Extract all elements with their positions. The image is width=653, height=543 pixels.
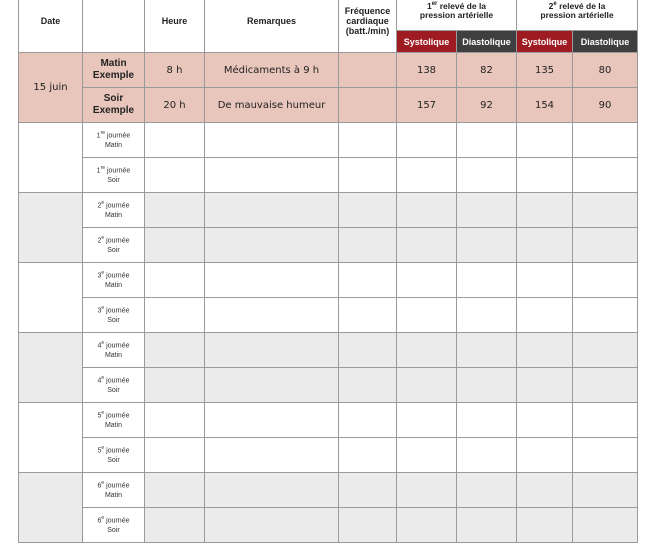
day-heure-cell[interactable] — [145, 508, 205, 543]
day-remarques-cell[interactable] — [205, 298, 339, 333]
day-heure-cell[interactable] — [145, 158, 205, 193]
day-remarques-cell[interactable] — [205, 123, 339, 158]
day-sys2-cell[interactable] — [517, 158, 573, 193]
example-slot-morning: Matin Exemple — [83, 53, 145, 88]
example-dia1: 82 — [457, 53, 517, 88]
day-remarques-cell[interactable] — [205, 158, 339, 193]
day-heure-cell[interactable] — [145, 193, 205, 228]
day-date-cell[interactable] — [19, 123, 83, 193]
header-releve-1: 1er relevé de la pression artérielle — [397, 0, 517, 31]
day-remarques-cell[interactable] — [205, 228, 339, 263]
day-sys1-cell[interactable] — [397, 508, 457, 543]
day-dia2-cell[interactable] — [573, 473, 638, 508]
day-date-cell[interactable] — [19, 403, 83, 473]
header-frequence: Fréquence cardiaque (batt./min) — [339, 0, 397, 53]
day-dia2-cell[interactable] — [573, 368, 638, 403]
day-date-cell[interactable] — [19, 473, 83, 543]
day-sys1-cell[interactable] — [397, 438, 457, 473]
day-dia2-cell[interactable] — [573, 438, 638, 473]
day-slot-label: 4e journée Soir — [83, 368, 145, 403]
day-sys2-cell[interactable] — [517, 263, 573, 298]
day-dia2-cell[interactable] — [573, 333, 638, 368]
example-sys1: 138 — [397, 53, 457, 88]
day-sys2-cell[interactable] — [517, 333, 573, 368]
day-heure-cell[interactable] — [145, 368, 205, 403]
day-slot-label: 3e journée Matin — [83, 263, 145, 298]
day-row-5-evening — [19, 438, 638, 473]
day-heure-cell[interactable] — [145, 333, 205, 368]
day-sys2-cell[interactable] — [517, 403, 573, 438]
day-sys1-cell[interactable] — [397, 333, 457, 368]
day-sys2-cell[interactable] — [517, 438, 573, 473]
day-heure-cell[interactable] — [145, 123, 205, 158]
day-sys2-cell[interactable] — [517, 298, 573, 333]
header-heure: Heure — [145, 0, 205, 53]
day-row-3-evening — [19, 298, 638, 333]
day-date-cell[interactable] — [19, 333, 83, 403]
day-date-cell[interactable] — [19, 193, 83, 263]
day-sys1-cell[interactable] — [397, 403, 457, 438]
day-row-4-evening — [19, 368, 638, 403]
day-heure-cell[interactable] — [145, 263, 205, 298]
day-frequence-cell[interactable] — [339, 333, 397, 368]
day-dia2-cell[interactable] — [573, 193, 638, 228]
day-sys2-cell[interactable] — [517, 123, 573, 158]
day-frequence-cell[interactable] — [339, 298, 397, 333]
day-slot-label: 5e journée Soir — [83, 438, 145, 473]
day-dia2-cell[interactable] — [573, 158, 638, 193]
day-sys1-cell[interactable] — [397, 193, 457, 228]
day-remarques-cell[interactable] — [205, 473, 339, 508]
day-sys2-cell[interactable] — [517, 193, 573, 228]
day-slot-label: 4e journée Matin — [83, 333, 145, 368]
day-dia2-cell[interactable] — [573, 263, 638, 298]
example-row-evening — [19, 88, 638, 123]
day-sys1-cell[interactable] — [397, 473, 457, 508]
header-slot — [83, 0, 145, 53]
day-remarques-cell[interactable] — [205, 368, 339, 403]
day-sys2-cell[interactable] — [517, 368, 573, 403]
day-slot-label: 6e journée Matin — [83, 473, 145, 508]
day-frequence-cell[interactable] — [339, 123, 397, 158]
example-sys2: 135 — [517, 53, 573, 88]
day-remarques-cell[interactable] — [205, 438, 339, 473]
header-systolique-1: Systolique — [397, 31, 457, 53]
day-dia1-cell[interactable] — [457, 158, 517, 193]
header-releve-2: 2e relevé de la pression artérielle — [517, 0, 638, 31]
day-dia2-cell[interactable] — [573, 403, 638, 438]
day-slot-label: 5e journée Matin — [83, 403, 145, 438]
example-dia2: 80 — [573, 53, 638, 88]
day-dia1-cell[interactable] — [457, 333, 517, 368]
day-dia1-cell[interactable] — [457, 193, 517, 228]
header-diastolique-2: Diastolique — [573, 31, 638, 53]
day-sys1-cell[interactable] — [397, 228, 457, 263]
day-dia1-cell[interactable] — [457, 403, 517, 438]
header-date: Date — [19, 0, 83, 53]
day-heure-cell[interactable] — [145, 228, 205, 263]
day-remarques-cell[interactable] — [205, 403, 339, 438]
day-row-2-morning — [19, 193, 638, 228]
day-dia1-cell[interactable] — [457, 508, 517, 543]
day-sys1-cell[interactable] — [397, 298, 457, 333]
day-row-1-morning — [19, 123, 638, 158]
day-dia1-cell[interactable] — [457, 228, 517, 263]
example-dia1: 92 — [457, 88, 517, 123]
example-remarques: De mauvaise humeur — [205, 88, 339, 123]
example-frequence — [339, 53, 397, 88]
day-remarques-cell[interactable] — [205, 193, 339, 228]
day-remarques-cell[interactable] — [205, 333, 339, 368]
day-dia1-cell[interactable] — [457, 368, 517, 403]
example-dia2: 90 — [573, 88, 638, 123]
day-dia1-cell[interactable] — [457, 298, 517, 333]
day-remarques-cell[interactable] — [205, 508, 339, 543]
day-dia2-cell[interactable] — [573, 228, 638, 263]
day-frequence-cell[interactable] — [339, 228, 397, 263]
example-date: 15 juin — [19, 53, 83, 123]
day-row-2-evening — [19, 228, 638, 263]
header-systolique-2: Systolique — [517, 31, 573, 53]
day-sys1-cell[interactable] — [397, 368, 457, 403]
day-row-6-morning — [19, 473, 638, 508]
day-sys2-cell[interactable] — [517, 508, 573, 543]
example-frequence — [339, 88, 397, 123]
example-remarques: Médicaments à 9 h — [205, 53, 339, 88]
day-dia1-cell[interactable] — [457, 123, 517, 158]
day-slot-label: 1re journée Matin — [83, 123, 145, 158]
day-sys2-cell[interactable] — [517, 473, 573, 508]
day-row-4-morning — [19, 333, 638, 368]
day-frequence-cell[interactable] — [339, 403, 397, 438]
day-heure-cell[interactable] — [145, 403, 205, 438]
day-dia1-cell[interactable] — [457, 263, 517, 298]
day-heure-cell[interactable] — [145, 473, 205, 508]
day-frequence-cell[interactable] — [339, 158, 397, 193]
day-frequence-cell[interactable] — [339, 438, 397, 473]
day-frequence-cell[interactable] — [339, 508, 397, 543]
day-frequence-cell[interactable] — [339, 368, 397, 403]
day-frequence-cell[interactable] — [339, 263, 397, 298]
day-frequence-cell[interactable] — [339, 193, 397, 228]
day-dia2-cell[interactable] — [573, 298, 638, 333]
day-row-5-morning — [19, 403, 638, 438]
example-slot-evening: Soir Exemple — [83, 88, 145, 123]
day-frequence-cell[interactable] — [339, 473, 397, 508]
day-sys1-cell[interactable] — [397, 123, 457, 158]
example-row-morning — [19, 53, 638, 88]
day-remarques-cell[interactable] — [205, 263, 339, 298]
day-slot-label: 1re journée Soir — [83, 158, 145, 193]
example-sys1: 157 — [397, 88, 457, 123]
day-dia1-cell[interactable] — [457, 438, 517, 473]
blood-pressure-log-table — [18, 0, 638, 543]
day-sys1-cell[interactable] — [397, 158, 457, 193]
day-dia2-cell[interactable] — [573, 508, 638, 543]
day-row-6-evening — [19, 508, 638, 543]
day-row-3-morning — [19, 263, 638, 298]
day-slot-label: 6e journée Soir — [83, 508, 145, 543]
example-sys2: 154 — [517, 88, 573, 123]
day-date-cell[interactable] — [19, 263, 83, 333]
day-dia1-cell[interactable] — [457, 473, 517, 508]
example-heure: 8 h — [145, 53, 205, 88]
day-heure-cell[interactable] — [145, 438, 205, 473]
header-diastolique-1: Diastolique — [457, 31, 517, 53]
example-heure: 20 h — [145, 88, 205, 123]
day-sys2-cell[interactable] — [517, 228, 573, 263]
day-heure-cell[interactable] — [145, 298, 205, 333]
day-slot-label: 2e journée Matin — [83, 193, 145, 228]
day-slot-label: 3e journée Soir — [83, 298, 145, 333]
day-sys1-cell[interactable] — [397, 263, 457, 298]
header-remarques: Remarques — [205, 0, 339, 53]
day-slot-label: 2e journée Soir — [83, 228, 145, 263]
day-dia2-cell[interactable] — [573, 123, 638, 158]
day-row-1-evening — [19, 158, 638, 193]
